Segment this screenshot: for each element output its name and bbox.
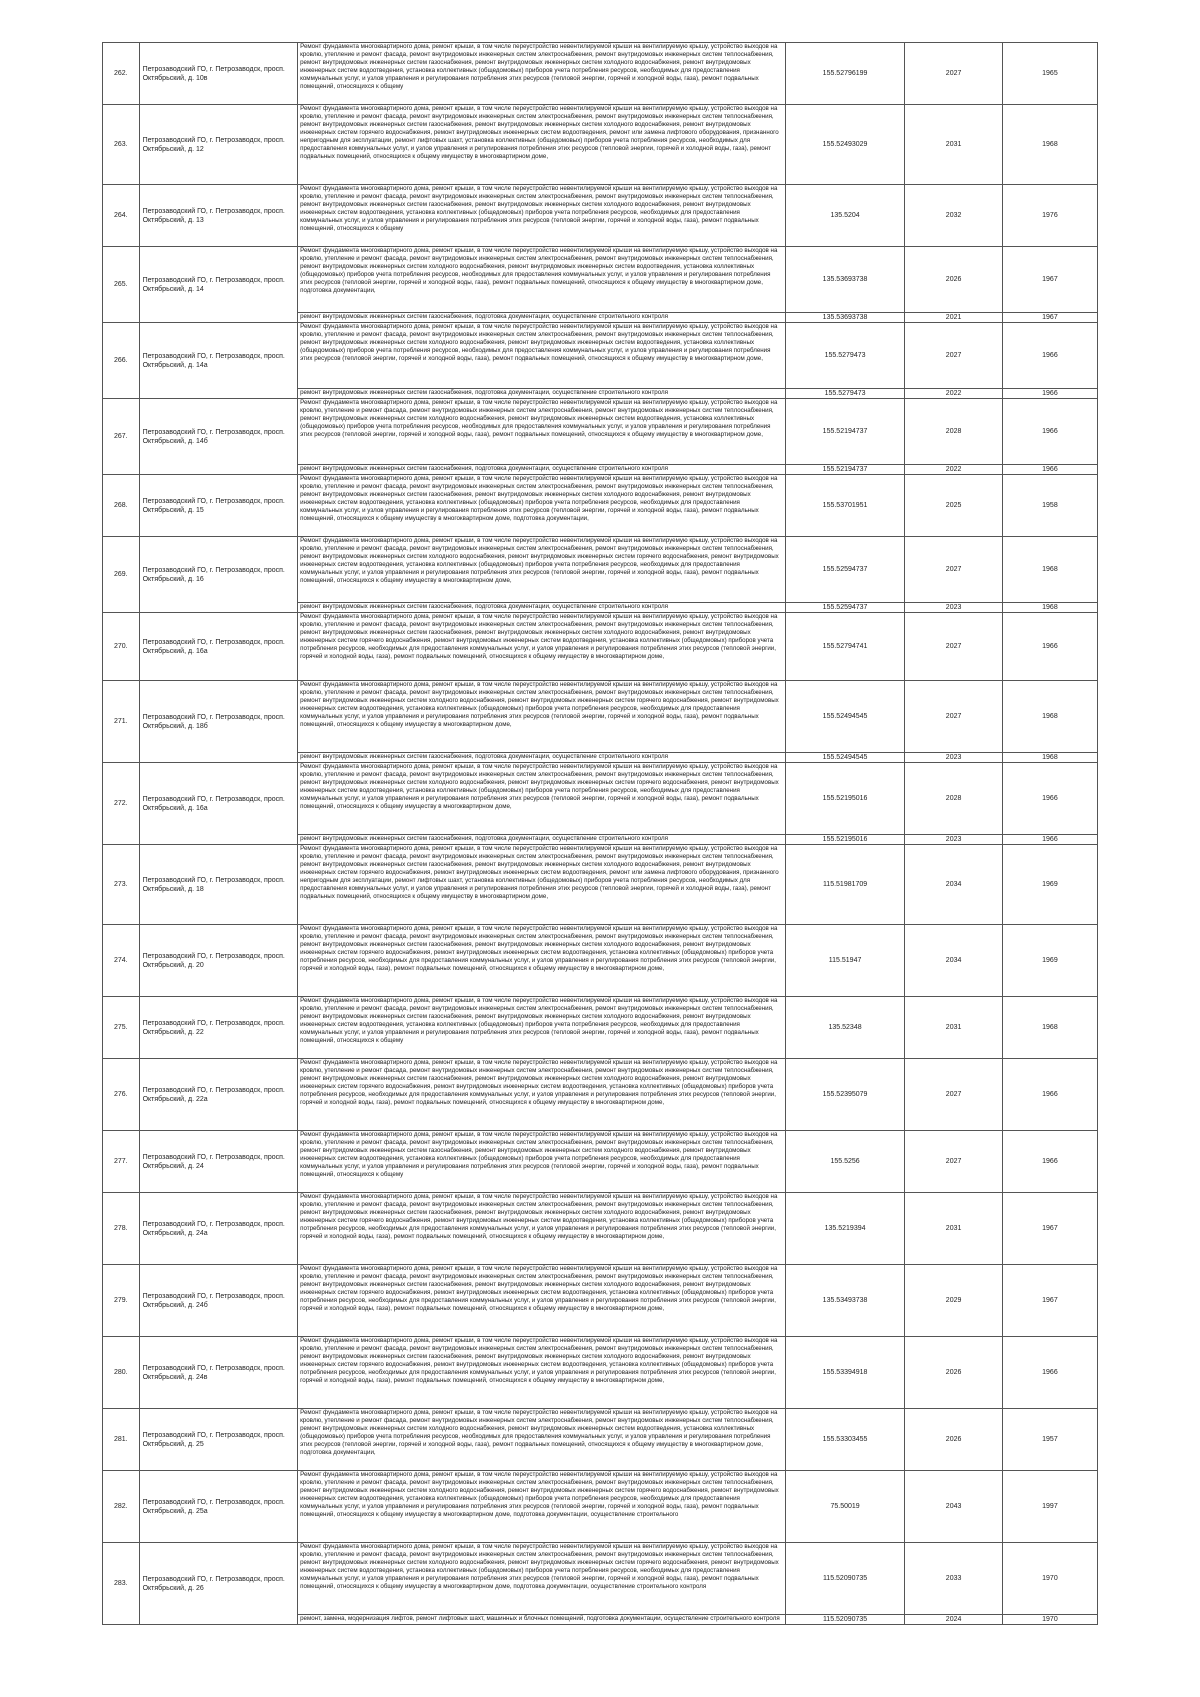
row-number: 276. bbox=[103, 1059, 140, 1131]
cost-cell: 135.53693738 bbox=[785, 247, 904, 313]
planned-year-cell: 2027 bbox=[905, 681, 1003, 753]
cost-cell: 155.5279473 bbox=[785, 389, 904, 399]
cost-cell: 155.5279473 bbox=[785, 323, 904, 389]
work-description-text: Ремонт фундамента многоквартирного дома, ремонт крыши, в том числе переустройство невентилируемой крыши на вентилируемую крышу, устройство выходов на кровлю, утепление и ремонт фасада, ремонт внутридомовых инженерных систем электроснабжения, ремонт внутридомовых инженерных систем теплоснабжения, ремонт внутридомовых инженерных систем газоснабжения, ремонт внутридомовых инженерных систем холодного водоснабжения, ремонт внутридомовых инженерных систем горячего водоснабжения, ремонт внутридомовых инженерных систем водоотведения, установка коллективных (общедомовых) приборов учета потребления ресурсов, необходимых для предоставления коммунальных услуг, и узлов управления и регулирования потребления этих ресурсов (тепловой энергии, горячей и холодной воды, газа), ремонт подвальных помещений, относящихся к общему имуществу в многоквартирном доме, bbox=[300, 1059, 778, 1106]
work-description-text: Ремонт фундамента многоквартирного дома, ремонт крыши, в том числе переустройство невентилируемой крыши на вентилируемую крышу, устройство выходов на кровлю, утепление и ремонт фасада, ремонт внутридомовых инженерных систем электроснабжения, ремонт внутридомовых инженерных систем теплоснабжения, ремонт внутридомовых инженерных систем газоснабжения, ремонт внутридомовых инженерных систем холодного водоснабжения, ремонт внутридомовых инженерных систем горячего водоснабжения, ремонт внутридомовых инженерных систем водоотведения, установка коллективных (общедомовых) приборов учета потребления ресурсов, необходимых для предоставления коммунальных услуг, и узлов управления и регулирования потребления этих ресурсов (тепловой энергии, горячей и холодной воды, газа), ремонт подвальных помещений, относящихся к общему имуществу в многоквартирном доме, bbox=[300, 1265, 778, 1312]
row-number: 283. bbox=[103, 1543, 140, 1625]
table-row bbox=[103, 1059, 1098, 1131]
work-description-cell bbox=[298, 185, 786, 247]
row-number: 275. bbox=[103, 997, 140, 1059]
row-number: 272. bbox=[103, 763, 140, 845]
row-number: 282. bbox=[103, 1471, 140, 1543]
work-description-text: Ремонт фундамента многоквартирного дома, ремонт крыши, в том числе переустройство невентилируемой крыши на вентилируемую крышу, устройство выходов на кровлю, утепление и ремонт фасада, ремонт внутридомовых инженерных систем электроснабжения, ремонт внутридомовых инженерных систем теплоснабжения, ремонт внутридомовых инженерных систем холодного водоснабжения, ремонт внутридомовых инженерных систем водоотведения, установка коллективных (общедомовых) приборов учета потребления ресурсов, необходимых для предоставления коммунальных услуг, и узлов управления и регулирования потребления этих ресурсов (тепловой энергии, горячей и холодной воды, газа), ремонт подвальных помещений, относящихся к общему имуществу в многоквартирном доме, bbox=[300, 323, 778, 362]
planned-year-cell: 2023 bbox=[905, 603, 1003, 613]
cost-cell: 155.52594737 bbox=[785, 537, 904, 603]
cost-cell: 135.53493738 bbox=[785, 1265, 904, 1337]
planned-year-cell: 2031 bbox=[905, 997, 1003, 1059]
cost-cell: 135.53693738 bbox=[785, 313, 904, 323]
construction-year-cell: 1966 bbox=[1002, 399, 1097, 465]
construction-year-cell: 1968 bbox=[1002, 753, 1097, 763]
work-description-text: Ремонт фундамента многоквартирного дома, ремонт крыши, в том числе переустройство невентилируемой крыши на вентилируемую крышу, устройство выходов на кровлю, утепление и ремонт фасада, ремонт внутридомовых инженерных систем электроснабжения, ремонт внутридомовых инженерных систем теплоснабжения, ремонт внутридомовых инженерных систем холодного водоснабжения, ремонт внутридомовых инженерных систем водоотведения, установка коллективных (общедомовых) приборов учета потребления ресурсов, необходимых для предоставления коммунальных услуг, и узлов управления и регулирования потребления этих ресурсов (тепловой энергии, горячей и холодной воды, газа), ремонт подвальных помещений, относящихся к общему имуществу в многоквартирном доме, bbox=[300, 399, 778, 438]
cost-cell: 115.52090735 bbox=[785, 1543, 904, 1615]
work-description-text: Ремонт фундамента многоквартирного дома, ремонт крыши, в том числе переустройство невентилируемой крыши на вентилируемую крышу, устройство выходов на кровлю, утепление и ремонт фасада, ремонт внутридомовых инженерных систем электроснабжения, ремонт внутридомовых инженерных систем теплоснабжения, ремонт внутридомовых инженерных систем холодного водоснабжения, ремонт внутридомовых инженерных систем горячего водоснабжения, ремонт внутридомовых инженерных систем водоотведения, установка коллективных (общедомовых) приборов учета потребления ресурсов, необходимых для предоставления коммунальных услуг, и узлов управления и регулирования потребления этих ресурсов (тепловой энергии, горячей и холодной воды, газа), ремонт подвальных помещений, относящихся к общему имуществу в многоквартирном доме, подготовка документации, осуществление строительного контроля bbox=[300, 1543, 779, 1590]
work-description-cell bbox=[298, 1265, 786, 1337]
row-number: 270. bbox=[103, 613, 140, 681]
work-description-cell bbox=[298, 475, 786, 537]
work-description-text: Ремонт фундамента многоквартирного дома, ремонт крыши, в том числе переустройство невентилируемой крыши на вентилируемую крышу, устройство выходов на кровлю, утепление и ремонт фасада, ремонт внутридомовых инженерных систем электроснабжения, ремонт внутридомовых инженерных систем теплоснабжения, ремонт внутридомовых инженерных систем газоснабжения, ремонт внутридомовых инженерных систем холодного водоснабжения, ремонт внутридомовых инженерных систем водоотведения, установка коллективных (общедомовых) приборов учета потребления ресурсов, необходимых для предоставления коммунальных услуг, и узлов управления и регулирования потребления этих ресурсов (тепловой энергии, горячей и холодной воды, газа), ремонт подвальных помещений, относящихся к общему имуществу в многоквартирном доме, подготовка документации, bbox=[300, 475, 778, 522]
construction-year-cell: 1966 bbox=[1002, 1131, 1097, 1193]
construction-year-cell: 1968 bbox=[1002, 681, 1097, 753]
planned-year-cell: 2022 bbox=[905, 389, 1003, 399]
cost-cell: 135.52348 bbox=[785, 997, 904, 1059]
table-row bbox=[103, 763, 1098, 835]
cost-cell: 155.52194737 bbox=[785, 465, 904, 475]
table-row bbox=[103, 247, 1098, 313]
cost-cell: 155.53394918 bbox=[785, 1337, 904, 1409]
address-cell: Петрозаводский ГО, г. Петрозаводск, просп. Октябрьский, д. 16а bbox=[139, 613, 298, 681]
row-number: 266. bbox=[103, 323, 140, 399]
work-description-cell bbox=[298, 1193, 786, 1265]
construction-year-cell: 1997 bbox=[1002, 1471, 1097, 1543]
planned-year-cell: 2027 bbox=[905, 537, 1003, 603]
work-description-cell bbox=[298, 313, 786, 323]
cost-cell: 75.50019 bbox=[785, 1471, 904, 1543]
cost-cell: 155.52796199 bbox=[785, 43, 904, 105]
construction-year-cell: 1966 bbox=[1002, 465, 1097, 475]
table-row bbox=[103, 845, 1098, 925]
work-description-text: Ремонт фундамента многоквартирного дома, ремонт крыши, в том числе переустройство невентилируемой крыши на вентилируемую крышу, устройство выходов на кровлю, утепление и ремонт фасада, ремонт внутридомовых инженерных систем электроснабжения, ремонт внутридомовых инженерных систем теплоснабжения, ремонт внутридомовых инженерных систем газоснабжения, ремонт внутридомовых инженерных систем холодного водоснабжения, ремонт внутридомовых инженерных систем водоотведения, установка коллективных (общедомовых) приборов учета потребления ресурсов, необходимых для предоставления коммунальных услуг, и узлов управления и регулирования потребления этих ресурсов (тепловой энергии, горячей и холодной воды, газа), ремонт подвальных помещений, относящихся к общему bbox=[300, 997, 778, 1044]
cost-cell: 115.51947 bbox=[785, 925, 904, 997]
work-description-text: Ремонт фундамента многоквартирного дома, ремонт крыши, в том числе переустройство невентилируемой крыши на вентилируемую крышу, устройство выходов на кровлю, утепление и ремонт фасада, ремонт внутридомовых инженерных систем электроснабжения, ремонт внутридомовых инженерных систем теплоснабжения, ремонт внутридомовых инженерных систем газоснабжения, ремонт внутридомовых инженерных систем холодного водоснабжения, ремонт внутридомовых инженерных систем водоотведения, установка коллективных (общедомовых) приборов учета потребления ресурсов, необходимых для предоставления коммунальных услуг, и узлов управления и регулирования потребления этих ресурсов (тепловой энергии, горячей и холодной воды, газа), ремонт подвальных помещений, относящихся к общему bbox=[300, 43, 778, 90]
planned-year-cell: 2026 bbox=[905, 247, 1003, 313]
construction-year-cell: 1966 bbox=[1002, 389, 1097, 399]
address-cell: Петрозаводский ГО, г. Петрозаводск, просп. Октябрьский, д. 24 bbox=[139, 1131, 298, 1193]
work-description-cell bbox=[298, 1543, 786, 1615]
row-number: 263. bbox=[103, 105, 140, 185]
construction-year-cell: 1966 bbox=[1002, 323, 1097, 389]
work-description-cell bbox=[298, 1471, 786, 1543]
planned-year-cell: 2033 bbox=[905, 1543, 1003, 1615]
table-row bbox=[103, 997, 1098, 1059]
construction-year-cell: 1965 bbox=[1002, 43, 1097, 105]
address-cell: Петрозаводский ГО, г. Петрозаводск, просп. Октябрьский, д. 26 bbox=[139, 1543, 298, 1625]
table-row bbox=[103, 925, 1098, 997]
work-description-text: ремонт внутридомовых инженерных систем газоснабжения, подготовка документации, осуществление строительного контроля bbox=[300, 835, 669, 842]
planned-year-cell: 2027 bbox=[905, 613, 1003, 681]
row-number: 281. bbox=[103, 1409, 140, 1471]
work-description-text: Ремонт фундамента многоквартирного дома, ремонт крыши, в том числе переустройство невентилируемой крыши на вентилируемую крышу, устройство выходов на кровлю, утепление и ремонт фасада, ремонт внутридомовых инженерных систем электроснабжения, ремонт внутридомовых инженерных систем теплоснабжения, ремонт внутридомовых инженерных систем холодного водоснабжения, ремонт внутридомовых инженерных систем водоотведения, установка коллективных (общедомовых) приборов учета потребления ресурсов, необходимых для предоставления коммунальных услуг, и узлов управления и регулирования потребления этих ресурсов (тепловой энергии, горячей и холодной воды, газа), ремонт подвальных помещений, относящихся к общему имуществу в многоквартирном доме, подготовка документации, bbox=[300, 247, 778, 294]
planned-year-cell: 2023 bbox=[905, 835, 1003, 845]
work-description-cell bbox=[298, 1131, 786, 1193]
work-description-text: Ремонт фундамента многоквартирного дома, ремонт крыши, в том числе переустройство невентилируемой крыши на вентилируемую крышу, устройство выходов на кровлю, утепление и ремонт фасада, ремонт внутридомовых инженерных систем электроснабжения, ремонт внутридомовых инженерных систем теплоснабжения, ремонт внутридомовых инженерных систем газоснабжения, ремонт внутридомовых инженерных систем холодного водоснабжения, ремонт внутридомовых инженерных систем водоотведения, установка коллективных (общедомовых) приборов учета потребления ресурсов, необходимых для предоставления коммунальных услуг, и узлов управления и регулирования потребления этих ресурсов (тепловой энергии, горячей и холодной воды, газа), ремонт подвальных помещений, относящихся к общему bbox=[300, 1131, 778, 1178]
cost-cell: 135.5204 bbox=[785, 185, 904, 247]
work-description-cell bbox=[298, 1409, 786, 1471]
work-description-text: ремонт внутридомовых инженерных систем газоснабжения, подготовка документации, осуществление строительного контроля bbox=[300, 603, 669, 610]
work-description-text: ремонт внутридомовых инженерных систем газоснабжения, подготовка документации, осуществление строительного контроля bbox=[300, 465, 669, 472]
table-row bbox=[103, 1409, 1098, 1471]
address-cell: Петрозаводский ГО, г. Петрозаводск, просп. Октябрьский, д. 22а bbox=[139, 1059, 298, 1131]
planned-year-cell: 2028 bbox=[905, 399, 1003, 465]
construction-year-cell: 1967 bbox=[1002, 1265, 1097, 1337]
cost-cell: 155.52395079 bbox=[785, 1059, 904, 1131]
planned-year-cell: 2031 bbox=[905, 1193, 1003, 1265]
row-number: 278. bbox=[103, 1193, 140, 1265]
row-number: 271. bbox=[103, 681, 140, 763]
work-description-text: Ремонт фундамента многоквартирного дома, ремонт крыши, в том числе переустройство невентилируемой крыши на вентилируемую крышу, устройство выходов на кровлю, утепление и ремонт фасада, ремонт внутридомовых инженерных систем электроснабжения, ремонт внутридомовых инженерных систем теплоснабжения, ремонт внутридомовых инженерных систем газоснабжения, ремонт внутридомовых инженерных систем холодного водоснабжения, ремонт внутридомовых инженерных систем горячего водоснабжения, ремонт внутридомовых инженерных систем водоотведения, установка коллективных (общедомовых) приборов учета потребления ресурсов, необходимых для предоставления коммунальных услуг, и узлов управления и регулирования потребления этих ресурсов (тепловой энергии, горячей и холодной воды, газа), ремонт подвальных помещений, относящихся к общему имуществу в многоквартирном доме, bbox=[300, 1337, 778, 1384]
address-cell: Петрозаводский ГО, г. Петрозаводск, просп. Октябрьский, д. 16а bbox=[139, 763, 298, 845]
construction-year-cell: 1957 bbox=[1002, 1409, 1097, 1471]
work-description-text: ремонт внутридомовых инженерных систем газоснабжения, подготовка документации, осуществление строительного контроля bbox=[300, 313, 669, 320]
construction-year-cell: 1967 bbox=[1002, 247, 1097, 313]
planned-year-cell: 2032 bbox=[905, 185, 1003, 247]
work-description-text: ремонт, замена, модернизация лифтов, ремонт лифтовых шахт, машинных и блочных помещений, подготовка документации, осуществление строительного контроля bbox=[300, 1615, 780, 1622]
row-number: 280. bbox=[103, 1337, 140, 1409]
address-cell: Петрозаводский ГО, г. Петрозаводск, просп. Октябрьский, д. 10в bbox=[139, 43, 298, 105]
construction-year-cell: 1966 bbox=[1002, 763, 1097, 835]
work-description-text: Ремонт фундамента многоквартирного дома, ремонт крыши, в том числе переустройство невентилируемой крыши на вентилируемую крышу, устройство выходов на кровлю, утепление и ремонт фасада, ремонт внутридомовых инженерных систем электроснабжения, ремонт внутридомовых инженерных систем теплоснабжения, ремонт внутридомовых инженерных систем газоснабжения, ремонт внутридомовых инженерных систем холодного водоснабжения, ремонт внутридомовых инженерных систем водоотведения, установка коллективных (общедомовых) приборов учета потребления ресурсов, необходимых для предоставления коммунальных услуг, и узлов управления и регулирования потребления этих ресурсов (тепловой энергии, горячей и холодной воды, газа), ремонт подвальных помещений, относящихся к общему bbox=[300, 185, 778, 232]
row-number: 269. bbox=[103, 537, 140, 613]
address-cell: Петрозаводский ГО, г. Петрозаводск, просп. Октябрьский, д. 14 bbox=[139, 247, 298, 323]
construction-year-cell: 1970 bbox=[1002, 1615, 1097, 1625]
planned-year-cell: 2029 bbox=[905, 1265, 1003, 1337]
cost-cell: 155.53701951 bbox=[785, 475, 904, 537]
work-description-cell bbox=[298, 1059, 786, 1131]
planned-year-cell: 2026 bbox=[905, 1409, 1003, 1471]
row-number: 262. bbox=[103, 43, 140, 105]
work-description-cell bbox=[298, 997, 786, 1059]
planned-year-cell: 2024 bbox=[905, 1615, 1003, 1625]
address-cell: Петрозаводский ГО, г. Петрозаводск, просп. Октябрьский, д. 24б bbox=[139, 1265, 298, 1337]
cost-cell: 155.52195016 bbox=[785, 835, 904, 845]
work-description-cell bbox=[298, 763, 786, 835]
work-description-cell bbox=[298, 845, 786, 925]
cost-cell: 155.52494545 bbox=[785, 681, 904, 753]
construction-year-cell: 1968 bbox=[1002, 537, 1097, 603]
address-cell: Петрозаводский ГО, г. Петрозаводск, просп. Октябрьский, д. 15 bbox=[139, 475, 298, 537]
cost-cell: 115.51981709 bbox=[785, 845, 904, 925]
planned-year-cell: 2025 bbox=[905, 475, 1003, 537]
work-description-text: Ремонт фундамента многоквартирного дома, ремонт крыши, в том числе переустройство невентилируемой крыши на вентилируемую крышу, устройство выходов на кровлю, утепление и ремонт фасада, ремонт внутридомовых инженерных систем электроснабжения, ремонт внутридомовых инженерных систем теплоснабжения, ремонт внутридомовых инженерных систем холодного водоснабжения, ремонт внутридомовых инженерных систем горячего водоснабжения, ремонт внутридомовых инженерных систем водоотведения, установка коллективных (общедомовых) приборов учета потребления ресурсов, необходимых для предоставления коммунальных услуг, и узлов управления и регулирования потребления этих ресурсов (тепловой энергии, горячей и холодной воды, газа), ремонт подвальных помещений, относящихся к общему имуществу в многоквартирном доме, bbox=[300, 763, 779, 810]
cost-cell: 155.52493029 bbox=[785, 105, 904, 185]
planned-year-cell: 2021 bbox=[905, 313, 1003, 323]
planned-year-cell: 2023 bbox=[905, 753, 1003, 763]
row-number: 273. bbox=[103, 845, 140, 925]
work-description-text: ремонт внутридомовых инженерных систем газоснабжения, подготовка документации, осуществление строительного контроля bbox=[300, 389, 669, 396]
row-number: 265. bbox=[103, 247, 140, 323]
address-cell: Петрозаводский ГО, г. Петрозаводск, просп. Октябрьский, д. 14б bbox=[139, 399, 298, 475]
table-row bbox=[103, 1337, 1098, 1409]
cost-cell: 155.5256 bbox=[785, 1131, 904, 1193]
construction-year-cell: 1958 bbox=[1002, 475, 1097, 537]
row-number: 279. bbox=[103, 1265, 140, 1337]
row-number: 268. bbox=[103, 475, 140, 537]
work-description-cell bbox=[298, 323, 786, 389]
planned-year-cell: 2027 bbox=[905, 1059, 1003, 1131]
work-description-text: Ремонт фундамента многоквартирного дома, ремонт крыши, в том числе переустройство невентилируемой крыши на вентилируемую крышу, устройство выходов на кровлю, утепление и ремонт фасада, ремонт внутридомовых инженерных систем электроснабжения, ремонт внутридомовых инженерных систем теплоснабжения, ремонт внутридомовых инженерных систем холодного водоснабжения, ремонт внутридомовых инженерных систем горячего водоснабжения, ремонт внутридомовых инженерных систем водоотведения, установка коллективных (общедомовых) приборов учета потребления ресурсов, необходимых для предоставления коммунальных услуг, и узлов управления и регулирования потребления этих ресурсов (тепловой энергии, горячей и холодной воды, газа), ремонт подвальных помещений, относящихся к общему имуществу в многоквартирном доме, bbox=[300, 681, 779, 728]
work-description-cell bbox=[298, 399, 786, 465]
planned-year-cell: 2022 bbox=[905, 465, 1003, 475]
work-description-text: Ремонт фундамента многоквартирного дома, ремонт крыши, в том числе переустройство невентилируемой крыши на вентилируемую крышу, устройство выходов на кровлю, утепление и ремонт фасада, ремонт внутридомовых инженерных систем электроснабжения, ремонт внутридомовых инженерных систем теплоснабжения, ремонт внутридомовых инженерных систем газоснабжения, ремонт внутридомовых инженерных систем холодного водоснабжения, ремонт внутридомовых инженерных систем горячего водоснабжения, ремонт внутридомовых инженерных систем водоотведения, установка коллективных (общедомовых) приборов учета потребления ресурсов, необходимых для предоставления коммунальных услуг, и узлов управления и регулирования потребления этих ресурсов (тепловой энергии, горячей и холодной воды, газа), ремонт подвальных помещений, относящихся к общему имуществу в многоквартирном доме, bbox=[300, 1193, 778, 1240]
planned-year-cell: 2028 bbox=[905, 763, 1003, 835]
address-cell: Петрозаводский ГО, г. Петрозаводск, просп. Октябрьский, д. 18 bbox=[139, 845, 298, 925]
planned-year-cell: 2026 bbox=[905, 1337, 1003, 1409]
construction-year-cell: 1976 bbox=[1002, 185, 1097, 247]
work-description-cell bbox=[298, 43, 786, 105]
work-description-text: ремонт внутридомовых инженерных систем газоснабжения, подготовка документации, осуществление строительного контроля bbox=[300, 753, 669, 760]
address-cell: Петрозаводский ГО, г. Петрозаводск, просп. Октябрьский, д. 25а bbox=[139, 1471, 298, 1543]
work-description-cell bbox=[298, 753, 786, 763]
address-cell: Петрозаводский ГО, г. Петрозаводск, просп. Октябрьский, д. 12 bbox=[139, 105, 298, 185]
address-cell: Петрозаводский ГО, г. Петрозаводск, просп. Октябрьский, д. 16 bbox=[139, 537, 298, 613]
work-description-cell bbox=[298, 537, 786, 603]
work-description-text: Ремонт фундамента многоквартирного дома, ремонт крыши, в том числе переустройство невентилируемой крыши на вентилируемую крышу, устройство выходов на кровлю, утепление и ремонт фасада, ремонт внутридомовых инженерных систем электроснабжения, ремонт внутридомовых инженерных систем теплоснабжения, ремонт внутридомовых инженерных систем холодного водоснабжения, ремонт внутридомовых инженерных систем водоотведения, установка коллективных (общедомовых) приборов учета потребления ресурсов, необходимых для предоставления коммунальных услуг, и узлов управления и регулирования потребления этих ресурсов (тепловой энергии, горячей и холодной воды, газа), ремонт подвальных помещений, относящихся к общему имуществу в многоквартирном доме, подготовка документации, bbox=[300, 1409, 778, 1456]
table-row bbox=[103, 681, 1098, 753]
repair-schedule-table bbox=[102, 42, 1098, 1625]
address-cell: Петрозаводский ГО, г. Петрозаводск, просп. Октябрьский, д. 18б bbox=[139, 681, 298, 763]
address-cell: Петрозаводский ГО, г. Петрозаводск, просп. Октябрьский, д. 22 bbox=[139, 997, 298, 1059]
address-cell: Петрозаводский ГО, г. Петрозаводск, просп. Октябрьский, д. 24а bbox=[139, 1193, 298, 1265]
address-cell: Петрозаводский ГО, г. Петрозаводск, просп. Октябрьский, д. 20 bbox=[139, 925, 298, 997]
cost-cell: 135.5219394 bbox=[785, 1193, 904, 1265]
construction-year-cell: 1968 bbox=[1002, 105, 1097, 185]
work-description-text: Ремонт фундамента многоквартирного дома, ремонт крыши, в том числе переустройство невентилируемой крыши на вентилируемую крышу, устройство выходов на кровлю, утепление и ремонт фасада, ремонт внутридомовых инженерных систем электроснабжения, ремонт внутридомовых инженерных систем теплоснабжения, ремонт внутридомовых инженерных систем газоснабжения, ремонт внутридомовых инженерных систем холодного водоснабжения, ремонт внутридомовых инженерных систем горячего водоснабжения, ремонт внутридомовых инженерных систем водоотведения, ремонт или замена лифтового оборудования, признанного непригодным для эксплуатации, ремонт лифтовых шахт, установка коллективных (общедомовых) приборов учета потребления ресурсов, необходимых для предоставления коммунальных услуг, и узлов управления и регулирования потребления этих ресурсов (тепловой энергии, горячей и холодной воды, газа), ремонт подвальных помещений, относящихся к общему имуществу в многоквартирном доме, bbox=[300, 105, 779, 160]
construction-year-cell: 1968 bbox=[1002, 997, 1097, 1059]
address-cell: Петрозаводский ГО, г. Петрозаводск, просп. Октябрьский, д. 24в bbox=[139, 1337, 298, 1409]
work-description-text: Ремонт фундамента многоквартирного дома, ремонт крыши, в том числе переустройство невентилируемой крыши на вентилируемую крышу, устройство выходов на кровлю, утепление и ремонт фасада, ремонт внутридомовых инженерных систем электроснабжения, ремонт внутридомовых инженерных систем теплоснабжения, ремонт внутридомовых инженерных систем газоснабжения, ремонт внутридомовых инженерных систем холодного водоснабжения, ремонт внутридомовых инженерных систем горячего водоснабжения, ремонт внутридомовых инженерных систем водоотведения, установка коллективных (общедомовых) приборов учета потребления ресурсов, необходимых для предоставления коммунальных услуг, и узлов управления и регулирования потребления этих ресурсов (тепловой энергии, горячей и холодной воды, газа), ремонт подвальных помещений, относящихся к общему имуществу в многоквартирном доме, bbox=[300, 613, 778, 660]
planned-year-cell: 2027 bbox=[905, 43, 1003, 105]
table-row bbox=[103, 1543, 1098, 1615]
cost-cell: 155.52594737 bbox=[785, 603, 904, 613]
address-cell: Петрозаводский ГО, г. Петрозаводск, просп. Октябрьский, д. 14а bbox=[139, 323, 298, 399]
construction-year-cell: 1967 bbox=[1002, 313, 1097, 323]
table-row bbox=[103, 1471, 1098, 1543]
work-description-cell bbox=[298, 603, 786, 613]
work-description-cell bbox=[298, 1337, 786, 1409]
construction-year-cell: 1966 bbox=[1002, 1337, 1097, 1409]
work-description-cell bbox=[298, 105, 786, 185]
cost-cell: 155.52194737 bbox=[785, 399, 904, 465]
planned-year-cell: 2027 bbox=[905, 1131, 1003, 1193]
work-description-text: Ремонт фундамента многоквартирного дома, ремонт крыши, в том числе переустройство невентилируемой крыши на вентилируемую крышу, устройство выходов на кровлю, утепление и ремонт фасада, ремонт внутридомовых инженерных систем электроснабжения, ремонт внутридомовых инженерных систем теплоснабжения, ремонт внутридомовых инженерных систем газоснабжения, ремонт внутридомовых инженерных систем холодного водоснабжения, ремонт внутридомовых инженерных систем горячего водоснабжения, ремонт внутридомовых инженерных систем водоотведения, ремонт или замена лифтового оборудования, признанного непригодным для эксплуатации, ремонт лифтовых шахт, установка коллективных (общедомовых) приборов учета потребления ресурсов, необходимых для предоставления коммунальных услуг, и узлов управления и регулирования потребления этих ресурсов (тепловой энергии, горячей и холодной воды, газа), ремонт подвальных помещений, относящихся к общему имуществу в многоквартирном доме, bbox=[300, 845, 779, 900]
table-row bbox=[103, 613, 1098, 681]
table-row bbox=[103, 1193, 1098, 1265]
construction-year-cell: 1968 bbox=[1002, 603, 1097, 613]
row-number: 277. bbox=[103, 1131, 140, 1193]
table-body bbox=[103, 43, 1098, 1625]
work-description-text: Ремонт фундамента многоквартирного дома, ремонт крыши, в том числе переустройство невентилируемой крыши на вентилируемую крышу, устройство выходов на кровлю, утепление и ремонт фасада, ремонт внутридомовых инженерных систем электроснабжения, ремонт внутридомовых инженерных систем теплоснабжения, ремонт внутридомовых инженерных систем холодного водоснабжения, ремонт внутридомовых инженерных систем горячего водоснабжения, ремонт внутридомовых инженерных систем водоотведения, установка коллективных (общедомовых) приборов учета потребления ресурсов, необходимых для предоставления коммунальных услуг, и узлов управления и регулирования потребления этих ресурсов (тепловой энергии, горячей и холодной воды, газа), ремонт подвальных помещений, относящихся к общему имуществу в многоквартирном доме, подготовка документации, осуществление строительного bbox=[300, 1471, 779, 1518]
construction-year-cell: 1966 bbox=[1002, 1059, 1097, 1131]
construction-year-cell: 1969 bbox=[1002, 845, 1097, 925]
table-row bbox=[103, 1131, 1098, 1193]
table-row bbox=[103, 1265, 1098, 1337]
work-description-cell bbox=[298, 613, 786, 681]
cost-cell: 155.52494545 bbox=[785, 753, 904, 763]
planned-year-cell: 2027 bbox=[905, 323, 1003, 389]
construction-year-cell: 1970 bbox=[1002, 1543, 1097, 1615]
row-number: 264. bbox=[103, 185, 140, 247]
table-row bbox=[103, 323, 1098, 389]
work-description-cell bbox=[298, 835, 786, 845]
planned-year-cell: 2034 bbox=[905, 925, 1003, 997]
cost-cell: 115.52090735 bbox=[785, 1615, 904, 1625]
address-cell: Петрозаводский ГО, г. Петрозаводск, просп. Октябрьский, д. 25 bbox=[139, 1409, 298, 1471]
cost-cell: 155.52195016 bbox=[785, 763, 904, 835]
construction-year-cell: 1966 bbox=[1002, 835, 1097, 845]
address-cell: Петрозаводский ГО, г. Петрозаводск, просп. Октябрьский, д. 13 bbox=[139, 185, 298, 247]
work-description-cell bbox=[298, 247, 786, 313]
planned-year-cell: 2034 bbox=[905, 845, 1003, 925]
row-number: 267. bbox=[103, 399, 140, 475]
work-description-cell bbox=[298, 389, 786, 399]
cost-cell: 155.53303455 bbox=[785, 1409, 904, 1471]
table-row bbox=[103, 399, 1098, 465]
table-row bbox=[103, 105, 1098, 185]
table-row bbox=[103, 475, 1098, 537]
work-description-cell bbox=[298, 1615, 786, 1625]
construction-year-cell: 1966 bbox=[1002, 613, 1097, 681]
planned-year-cell: 2043 bbox=[905, 1471, 1003, 1543]
table-row bbox=[103, 43, 1098, 105]
work-description-cell bbox=[298, 465, 786, 475]
construction-year-cell: 1967 bbox=[1002, 1193, 1097, 1265]
planned-year-cell: 2031 bbox=[905, 105, 1003, 185]
row-number: 274. bbox=[103, 925, 140, 997]
table-row bbox=[103, 185, 1098, 247]
cost-cell: 155.52794741 bbox=[785, 613, 904, 681]
document-page bbox=[102, 42, 1098, 1625]
construction-year-cell: 1969 bbox=[1002, 925, 1097, 997]
work-description-text: Ремонт фундамента многоквартирного дома, ремонт крыши, в том числе переустройство невентилируемой крыши на вентилируемую крышу, устройство выходов на кровлю, утепление и ремонт фасада, ремонт внутридомовых инженерных систем электроснабжения, ремонт внутридомовых инженерных систем теплоснабжения, ремонт внутридомовых инженерных систем холодного водоснабжения, ремонт внутридомовых инженерных систем горячего водоснабжения, ремонт внутридомовых инженерных систем водоотведения, установка коллективных (общедомовых) приборов учета потребления ресурсов, необходимых для предоставления коммунальных услуг, и узлов управления и регулирования потребления этих ресурсов (тепловой энергии, горячей и холодной воды, газа), ремонт подвальных помещений, относящихся к общему имуществу в многоквартирном доме, bbox=[300, 537, 779, 584]
work-description-cell bbox=[298, 681, 786, 753]
work-description-cell bbox=[298, 925, 786, 997]
table-row bbox=[103, 537, 1098, 603]
work-description-text: Ремонт фундамента многоквартирного дома, ремонт крыши, в том числе переустройство невентилируемой крыши на вентилируемую крышу, устройство выходов на кровлю, утепление и ремонт фасада, ремонт внутридомовых инженерных систем электроснабжения, ремонт внутридомовых инженерных систем теплоснабжения, ремонт внутридомовых инженерных систем газоснабжения, ремонт внутридомовых инженерных систем холодного водоснабжения, ремонт внутридомовых инженерных систем горячего водоснабжения, ремонт внутридомовых инженерных систем водоотведения, установка коллективных (общедомовых) приборов учета потребления ресурсов, необходимых для предоставления коммунальных услуг, и узлов управления и регулирования потребления этих ресурсов (тепловой энергии, горячей и холодной воды, газа), ремонт подвальных помещений, относящихся к общему имуществу в многоквартирном доме, bbox=[300, 925, 778, 972]
